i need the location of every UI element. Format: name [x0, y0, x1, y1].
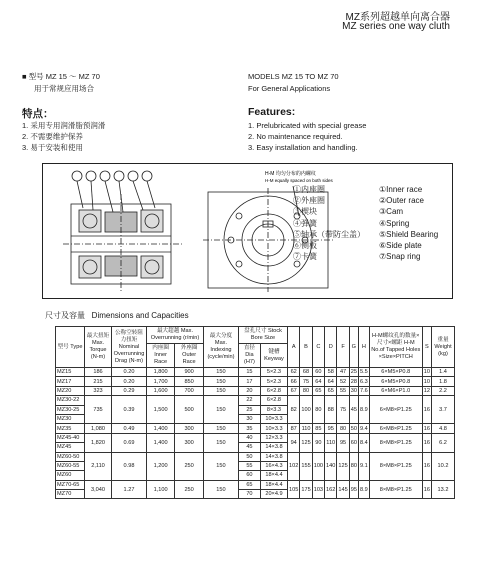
th-type: 型号 Type	[56, 327, 85, 368]
table-cell-inner: 1,400	[147, 433, 175, 452]
table-row	[56, 480, 455, 489]
table-cell-key: 16×4.3	[260, 461, 287, 470]
table-cell-dia: 17	[238, 377, 260, 386]
table-cell-G: 80	[349, 452, 358, 480]
table-cell-D: 140	[325, 452, 337, 480]
table-cell-key: 20×4.9	[260, 490, 287, 499]
table-cell-dia: 40	[238, 433, 260, 442]
models-cn-sub: 用于常规应用场合	[34, 84, 94, 93]
table-cell-hm: 6×M5×P0.8	[369, 377, 422, 386]
table-cell-H: 7.6	[359, 387, 368, 394]
table-cell-outer: 850	[175, 377, 204, 386]
th-drag: 公称空转阻力扭矩 Nominal Overrunning Drag (N-m)	[112, 327, 147, 368]
table-cell-H: 5.5	[359, 369, 368, 376]
table-cell-index: 150	[203, 396, 238, 424]
table-cell-C: 103	[312, 480, 324, 499]
table-cell-outer: 300	[175, 433, 204, 452]
features-cn-title: 特点：	[22, 108, 54, 120]
title-en: MZ series one way cluth	[342, 21, 450, 32]
table-cell-G: 45	[349, 396, 358, 424]
spec-table	[55, 326, 455, 499]
th-g: G	[349, 327, 358, 368]
th-a: A	[288, 327, 300, 368]
table-cell-C: 100	[312, 452, 324, 480]
models-en-label: MODELS MZ 15 TO MZ 70	[248, 72, 339, 81]
table-cell-F: 125	[337, 452, 349, 480]
table-cell-dia: 45	[238, 443, 260, 452]
features-en-list	[248, 120, 366, 153]
table-cell-H: 8.9	[358, 480, 369, 499]
th-b: B	[300, 327, 312, 368]
table-cell-w: 3.7	[432, 396, 455, 424]
table-cell-hm: 6×M6×P1.0	[369, 386, 422, 395]
table-cell-B: 80	[300, 386, 312, 395]
table-cell-torque: 323	[85, 386, 112, 395]
table-cell-F: 145	[337, 480, 349, 499]
table-cell-key: 6×2.8	[260, 396, 287, 405]
models-cn-label: ■ 型号 MZ 15 ～ MZ 70	[22, 72, 100, 81]
spec-table-body	[56, 368, 455, 499]
table-cell-hm: 8×M8×P1.25	[369, 433, 422, 452]
list-item: 3. Easy installation and handling.	[248, 143, 358, 152]
table-cell-key: 5×2.3	[260, 368, 287, 377]
table-cell-B: 100	[300, 396, 312, 424]
legend-item: ②Outer race	[379, 196, 424, 206]
table-cell-G: 95	[349, 480, 358, 499]
legend-item: ③楔块	[293, 207, 317, 217]
table-cell-A: 105	[288, 480, 300, 499]
table-cell-F: 55	[337, 386, 349, 395]
table-row	[56, 368, 455, 377]
table-cell-C: 65	[312, 386, 324, 395]
table-cell-F: 75	[337, 396, 349, 424]
legend-item: ⑥Side plate	[379, 241, 422, 251]
table-cell-A: 102	[288, 452, 300, 480]
legend-cn	[293, 184, 365, 262]
table-cell-type: MZ30-22	[56, 396, 85, 405]
table-row	[56, 396, 455, 405]
table-cell-F: 80	[337, 424, 349, 433]
table-cell-torque: 186	[85, 368, 112, 377]
th-dia: 直径 Dia (H7)	[238, 344, 260, 368]
table-cell-D: 95	[325, 424, 337, 433]
table-cell-A: 66	[288, 377, 300, 386]
table-cell-D: 58	[325, 368, 337, 377]
table-cell-F: 95	[337, 433, 349, 452]
table-cell-H: 9.4	[359, 425, 368, 432]
table-cell-B: 175	[300, 480, 312, 499]
table-cell-D: 162	[325, 480, 337, 499]
legend-item: ⑦Snap ring	[379, 252, 421, 262]
table-cell-dia: 15	[238, 368, 260, 377]
table-cell-drag: 0.49	[112, 424, 147, 433]
th-torque: 最大扭矩 Max. Torque (N-m)	[85, 327, 112, 368]
table-cell-dia: 20	[238, 386, 260, 395]
table-cell-G: 30	[350, 387, 357, 394]
table-cell-D: 88	[325, 396, 337, 424]
legend-item: ⑦卡簧	[293, 252, 317, 262]
th-overrun: 最大超越 Max. Overrunning (r/min)	[147, 327, 204, 344]
hm-label-2: H-M equally spaced on both sides	[265, 178, 333, 183]
table-cell-type: MZ17	[56, 377, 85, 386]
table-cell-type: MZ15	[56, 368, 85, 377]
table-cell-F: 47	[337, 368, 349, 377]
table-cell-w: 1.8	[432, 377, 455, 386]
table-cell-B: 110	[301, 425, 311, 432]
legend-item: ⑤Shield Bearing	[379, 229, 439, 239]
table-cell-drag: 0.98	[112, 452, 147, 480]
table-row	[56, 377, 455, 386]
table-cell-type: MZ30-25	[56, 405, 85, 414]
table-cell-D: 110	[325, 433, 337, 452]
table-cell-G: 28	[350, 378, 357, 385]
table-cell-index: 150	[203, 368, 238, 377]
table-cell-type: MZ35	[56, 424, 85, 433]
table-caption-cn: 尺寸及容量	[45, 311, 85, 320]
table-cell-C: 60	[312, 368, 324, 377]
table-cell-outer: 500	[175, 396, 204, 424]
table-cell-A: 62	[288, 368, 300, 377]
table-cell-s: 16	[422, 396, 431, 424]
table-cell-A: 67	[288, 386, 300, 395]
table-cell-s: 16	[422, 480, 431, 499]
table-cell-drag: 0.20	[112, 368, 147, 377]
th-inner: 内座圈 Inner Race	[147, 344, 175, 368]
table-cell-F: 52	[337, 377, 349, 386]
table-cell-inner: 1,500	[147, 396, 175, 424]
table-cell-D: 64	[325, 377, 337, 386]
table-cell-C: 80	[312, 396, 324, 424]
th-index: 最大分度 Max. Indexing (cycle/min)	[203, 327, 238, 368]
features-cn-list	[22, 120, 105, 153]
table-cell-hm: 8×M8×P1.25	[369, 480, 422, 499]
table-cell-s: 10	[423, 369, 430, 376]
table-cell-inner: 1,200	[147, 452, 175, 480]
table-cell-B: 155	[300, 452, 312, 480]
table-cell-C: 90	[312, 433, 324, 452]
list-item: 3. 易于安装和使用	[22, 143, 83, 152]
list-item: 1. 采用专用润滑脂预润滑	[22, 121, 106, 130]
table-cell-key: 12×3.3	[260, 433, 287, 442]
table-cell-torque: 2,110	[85, 452, 112, 480]
table-cell-H: 6.3	[359, 378, 368, 385]
list-item: 2. 不需要维护保养	[22, 132, 83, 141]
legend-item: ⑥侧板	[293, 241, 317, 251]
table-caption	[45, 310, 189, 321]
table-cell-A: 94	[288, 433, 300, 452]
th-s: S	[422, 327, 431, 368]
table-cell-key: 8×3.3	[260, 405, 287, 414]
table-row	[56, 452, 455, 461]
table-cell-w: 4.8	[432, 424, 455, 433]
table-cell-key: 6×2.8	[260, 386, 287, 395]
table-cell-inner: 1,800	[147, 368, 175, 377]
legend-item: ③Cam	[379, 207, 404, 217]
table-cell-key: 5×2.3	[260, 377, 287, 386]
table-cell-torque: 1,080	[85, 424, 112, 433]
table-cell-torque: 1,820	[85, 433, 112, 452]
table-row	[56, 424, 455, 433]
table-cell-type: MZ20	[56, 386, 85, 395]
table-cell-C: 85	[312, 424, 324, 433]
table-cell-outer: 250	[175, 452, 204, 480]
th-outer: 外座圈 Outer Race	[175, 344, 204, 368]
table-cell-dia: 60	[238, 471, 260, 480]
table-cell-drag: 1.27	[112, 480, 147, 499]
table-row	[56, 433, 455, 442]
table-cell-hm: 6×M8×P1.25	[369, 424, 422, 433]
table-cell-dia: 50	[238, 452, 260, 461]
table-cell-key: 10×3.3	[260, 414, 287, 423]
table-cell-index: 150	[203, 377, 238, 386]
table-cell-D: 65	[325, 386, 337, 395]
table-cell-B: 125	[300, 433, 312, 452]
table-cell-s: 16	[423, 425, 430, 432]
table-cell-dia: 25	[238, 405, 260, 414]
table-cell-s: 16	[422, 452, 431, 480]
table-cell-G: 25	[350, 369, 357, 376]
table-cell-index: 150	[203, 386, 238, 395]
table-cell-outer: 300	[175, 424, 204, 433]
table-cell-s: 12	[423, 387, 430, 394]
th-hm: H-M螺纹孔的数量×尺寸×螺距 H-M No.of Tapped Holes ×Size×PITCH	[369, 327, 422, 368]
legend-item: ①内座圈	[293, 185, 325, 194]
table-cell-type: MZ30	[56, 414, 85, 423]
table-cell-dia: 65	[238, 480, 260, 489]
table-cell-G: 50	[350, 425, 357, 432]
legend-item: ①Inner race	[379, 185, 423, 194]
table-cell-B: 68	[300, 368, 312, 377]
table-cell-outer: 700	[175, 386, 204, 395]
table-caption-en: Dimensions and Capacities	[91, 311, 189, 320]
table-cell-type: MZ60-50	[56, 452, 85, 461]
table-cell-type: MZ70	[56, 490, 85, 499]
table-cell-H: 8.9	[358, 396, 369, 424]
table-cell-dia: 22	[238, 396, 260, 405]
table-cell-torque: 215	[85, 377, 112, 386]
title-cn: MZ系列超越单向离合器	[345, 12, 450, 23]
table-cell-key: 14×3.8	[260, 452, 287, 461]
table-cell-key: 14×3.8	[260, 443, 287, 452]
legend-item: ④弹簧	[293, 218, 317, 228]
hm-label: H-M 均匀分布的内螺纹	[265, 171, 316, 177]
table-cell-drag: 0.69	[112, 433, 147, 452]
table-cell-type: MZ45-40	[56, 433, 85, 442]
th-key: 键槽 Keyway	[260, 344, 287, 368]
table-cell-hm: 8×M8×P1.25	[369, 452, 422, 480]
table-cell-hm: 6×M5×P0.8	[369, 368, 422, 377]
table-cell-inner: 1,100	[147, 480, 175, 499]
th-weight: 重量 Weight (kg)	[432, 327, 455, 368]
list-item: 1. Prelubricated with special grease	[248, 121, 367, 130]
th-h: H	[358, 327, 369, 368]
table-cell-index: 150	[203, 424, 238, 433]
table-cell-B: 75	[300, 377, 312, 386]
table-cell-outer: 250	[175, 480, 204, 499]
table-cell-drag: 0.20	[112, 377, 147, 386]
table-cell-H: 9.1	[358, 452, 369, 480]
table-cell-dia: 30	[238, 414, 260, 423]
features-en-title: Features:	[248, 106, 296, 118]
table-cell-type: MZ60-55	[56, 461, 85, 470]
legend-item: ④Spring	[379, 218, 410, 228]
table-cell-w: 13.2	[432, 480, 455, 499]
table-cell-inner: 1,600	[147, 386, 175, 395]
th-d: D	[325, 327, 337, 368]
table-cell-key: 10×3.3	[260, 424, 287, 433]
table-cell-A: 82	[288, 396, 300, 424]
table-cell-index: 150	[203, 452, 238, 480]
table-cell-key: 18×4.4	[260, 480, 287, 489]
legend-item: ②外座圈	[293, 196, 325, 206]
table-cell-dia: 35	[238, 424, 260, 433]
th-bore: 盘孔尺寸 Stock Bore Size	[238, 327, 287, 344]
th-f: F	[337, 327, 349, 368]
table-cell-G: 60	[349, 433, 358, 452]
table-cell-s: 16	[422, 433, 431, 452]
legend-item: ⑤轴承（带防尘盖）	[293, 229, 365, 239]
table-cell-type: MZ60	[56, 471, 85, 480]
models-en-sub: For General Applications	[248, 84, 331, 93]
legend-en	[379, 184, 438, 262]
table-cell-index: 150	[203, 433, 238, 452]
table-cell-drag: 0.29	[112, 386, 147, 395]
table-cell-inner: 1,700	[147, 377, 175, 386]
list-item: 2. No maintenance required.	[248, 132, 343, 141]
table-row	[56, 386, 455, 395]
table-cell-outer: 900	[175, 368, 204, 377]
table-cell-index: 150	[203, 480, 238, 499]
table-cell-s: 10	[423, 378, 430, 385]
table-cell-A: 87	[288, 424, 300, 433]
table-cell-inner: 1,400	[147, 424, 175, 433]
table-cell-dia: 70	[238, 490, 260, 499]
table-cell-w: 2.2	[432, 386, 455, 395]
table-cell-H: 8.4	[358, 433, 369, 452]
table-cell-type: MZ45	[56, 443, 85, 452]
table-cell-torque: 735	[85, 396, 112, 424]
table-cell-w: 1.4	[432, 368, 455, 377]
table-cell-torque: 3,040	[85, 480, 112, 499]
table-cell-w: 10.2	[432, 452, 455, 480]
table-cell-C: 64	[312, 377, 324, 386]
table-cell-hm: 6×M8×P1.25	[369, 396, 422, 424]
table-cell-dia: 55	[238, 461, 260, 470]
table-cell-key: 18×4.4	[260, 471, 287, 480]
th-c: C	[312, 327, 324, 368]
table-cell-type: MZ70-65	[56, 480, 85, 489]
table-cell-drag: 0.39	[112, 396, 147, 424]
table-cell-w: 6.2	[432, 433, 455, 452]
clutch-figure	[42, 163, 453, 299]
